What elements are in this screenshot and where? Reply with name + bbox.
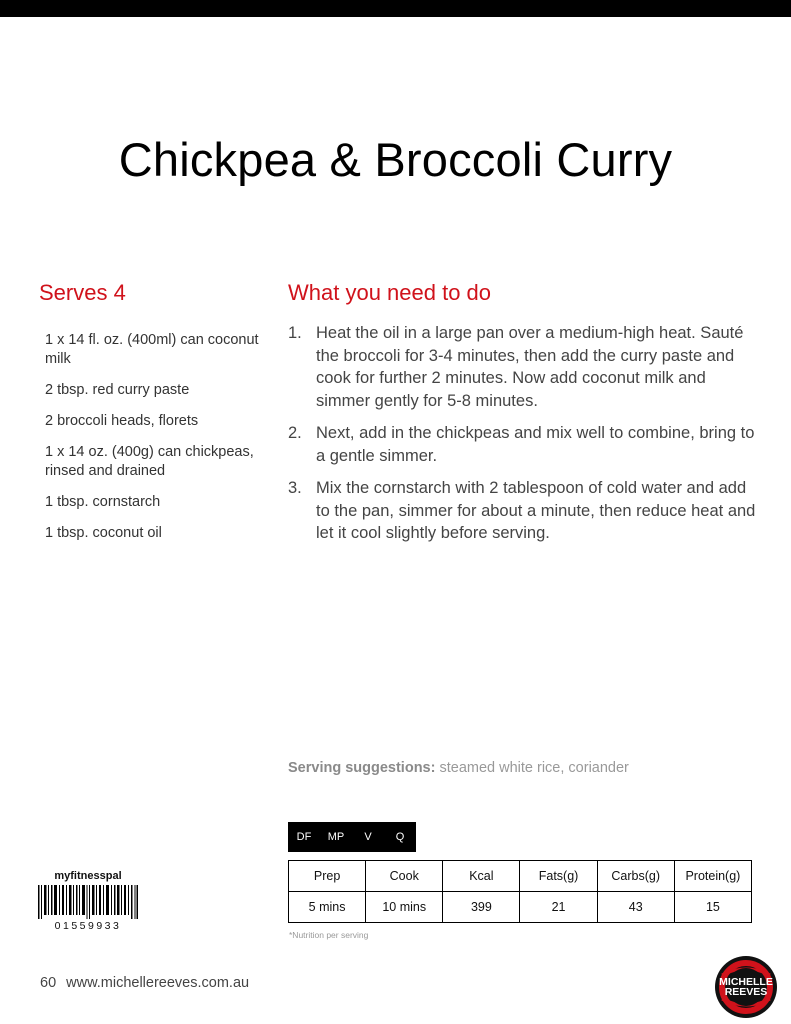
page-number: 60 — [40, 975, 57, 991]
diet-tag: Q — [395, 831, 405, 843]
top-bar — [0, 0, 791, 17]
serving-suggestions-text: steamed white rice, coriander — [435, 760, 629, 776]
step-number: 1. — [288, 324, 302, 342]
diet-tags — [288, 822, 416, 852]
table-row — [289, 861, 752, 892]
brand-logo — [714, 955, 778, 1019]
ingredient-list — [45, 331, 265, 555]
method-step — [288, 422, 758, 467]
serves-heading: Serves 4 — [39, 280, 126, 305]
nutrition-value: 43 — [597, 892, 674, 923]
table-row — [289, 892, 752, 923]
myfitnesspal-label: myfitnesspal — [54, 870, 122, 882]
ingredient-item: 1 x 14 fl. oz. (400ml) can coconut milk — [45, 332, 259, 367]
method-step — [288, 477, 758, 545]
nutrition-note: *Nutrition per serving — [289, 930, 369, 940]
ingredient-item: 1 x 14 oz. (400g) can chickpeas, rinsed and drained — [45, 444, 254, 479]
step-text: Next, add in the chickpeas and mix well to combine, bring to a gentle simmer. — [316, 424, 755, 465]
serving-suggestions — [288, 760, 629, 776]
diet-tag: MP — [327, 831, 345, 843]
ingredient-item: 2 tbsp. red curry paste — [45, 382, 190, 398]
logo-text: MICHELLE — [719, 976, 773, 988]
nutrition-value: 21 — [520, 892, 597, 923]
nutrition-header: Kcal — [443, 861, 520, 892]
recipe-title: Chickpea & Broccoli Curry — [118, 133, 673, 186]
method-steps — [288, 322, 758, 555]
nutrition-header: Cook — [366, 861, 443, 892]
nutrition-header: Prep — [289, 861, 366, 892]
nutrition-value: 399 — [443, 892, 520, 923]
method-step — [288, 322, 758, 412]
logo-text: REEVES — [724, 986, 768, 998]
nutrition-header: Carbs(g) — [597, 861, 674, 892]
serving-suggestions-label: Serving suggestions: — [288, 760, 436, 776]
step-text: Mix the cornstarch with 2 tablespoon of cold water and add to the pan, simmer for about a minute, then reduce heat and let it cool slightly before serving. — [316, 479, 756, 542]
step-number: 3. — [288, 479, 302, 497]
myfitnesspal-block[interactable] — [38, 870, 138, 932]
ingredient-item: 1 tbsp. cornstarch — [45, 494, 161, 510]
nutrition-header: Fats(g) — [520, 861, 597, 892]
diet-tag: V — [364, 831, 372, 843]
nutrition-header: Protein(g) — [674, 861, 751, 892]
diet-tag: DF — [296, 831, 312, 843]
barcode-number: 01559933 — [54, 920, 122, 932]
step-number: 2. — [288, 424, 302, 442]
nutrition-value: 10 mins — [366, 892, 443, 923]
website-link[interactable]: www.michellereeves.com.au — [66, 975, 250, 991]
ingredient-item: 1 tbsp. coconut oil — [45, 525, 162, 541]
step-text: Heat the oil in a large pan over a medium-high heat. Sauté the broccoli for 3-4 minutes, then add the curry paste and cook for further 2 minutes. Now add coconut milk and simmer gently for 5-8 minutes. — [316, 324, 744, 410]
nutrition-value: 5 mins — [289, 892, 366, 923]
method-heading: What you need to do — [288, 280, 492, 305]
ingredient-item: 2 broccoli heads, florets — [45, 413, 199, 429]
nutrition-table — [288, 860, 752, 923]
page-footer — [40, 975, 249, 991]
nutrition-value: 15 — [674, 892, 751, 923]
barcode-icon[interactable] — [38, 885, 138, 919]
